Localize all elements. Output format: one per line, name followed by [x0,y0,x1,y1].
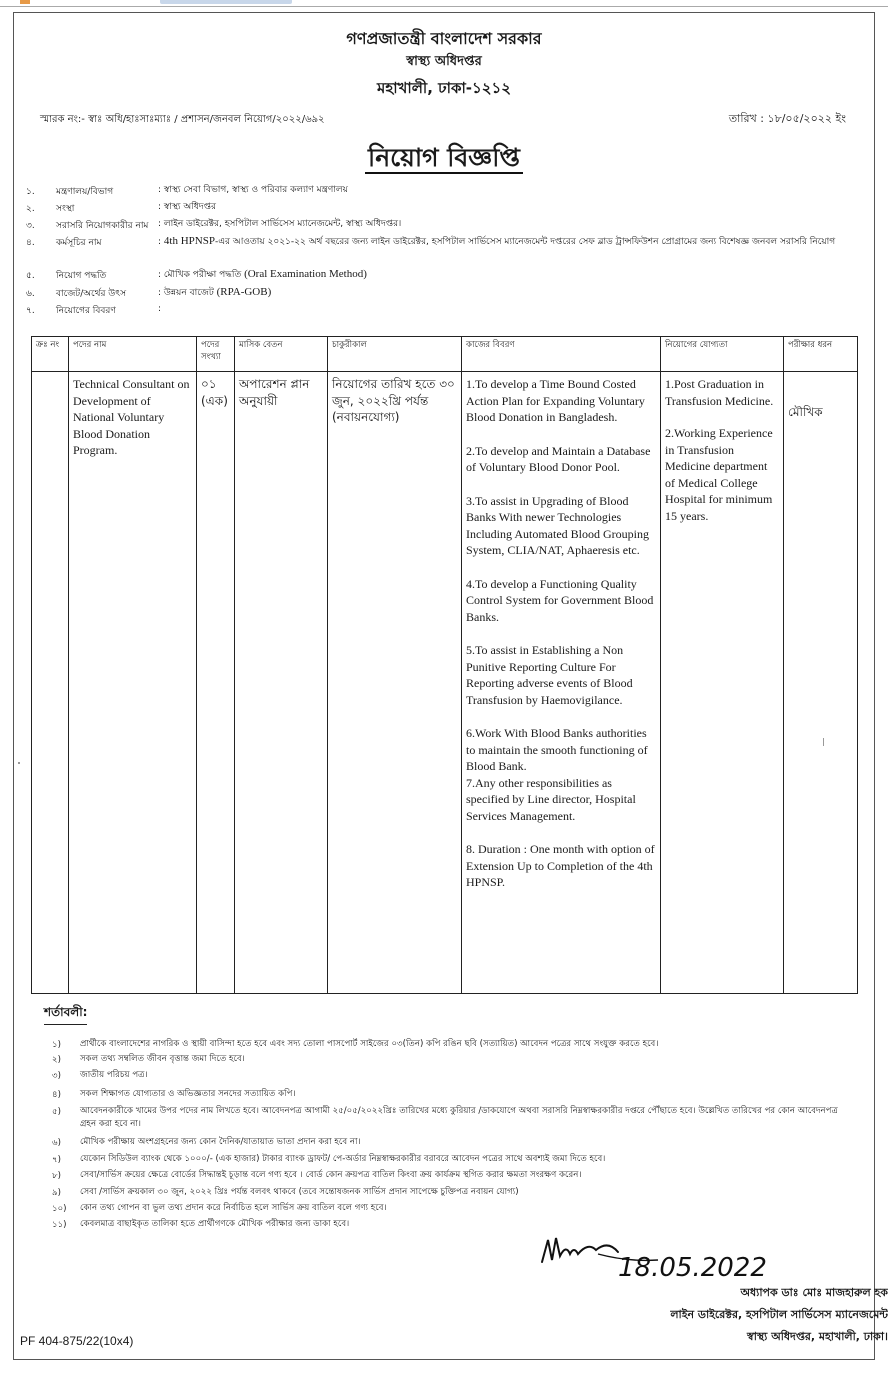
duty-item: 8. Duration : One month with option of Extension Up to Completion of the 4th HPNSP. [466,842,655,889]
cell-exam: মৌখিক [784,372,858,994]
cell-duties [462,372,661,994]
duty-item: 2.To develop and Maintain a Database of Voluntary Blood Donor Pool. [466,443,651,474]
office-address: মহাখালী, ঢাকা-১২১২ [376,79,512,97]
cell-serial [32,372,69,994]
signatory-name: অধ্যাপক ডাঃ মোঃ মাজহারুল হক [740,1286,888,1299]
col-count: পদের সংখ্যা [197,337,235,372]
duty-item: 6.Work With Blood Banks authorities to maintain the smooth functioning of Blood Bank. [466,726,648,773]
col-salary: মাসিক বেতন [235,337,328,372]
cell-count: ০১ (এক) [197,372,235,994]
svg-text:18.05.2022: 18.05.2022 [618,1253,767,1283]
col-exam: পরীক্ষার ধরন [784,337,858,372]
top-strip [0,0,888,10]
department-name: স্বাস্থ্য অধিদপ্তর [406,54,482,69]
memo-number: স্মারক নং:- স্বাঃ অধি/হাঃসাঃম্যাঃ / প্রশাসন/জনবল নিয়োগ/২০২২/৬৯২ [40,114,325,125]
signatory-designation: লাইন ডাইরেক্টর, হসপিটাল সার্ভিসেস ম্যানেজমেন্ট [670,1308,888,1321]
duty-item: 1.To develop a Time Bound Costed Action Plan for Expanding Voluntary Blood Donation in Bangladesh. [466,377,645,424]
scan-mark [823,738,824,746]
table-header-row [32,337,858,372]
cell-post: Technical Consultant on Development of National Voluntary Blood Donation Program. [69,372,197,994]
govt-title: গণপ্রজাতন্ত্রী বাংলাদেশ সরকার [346,29,542,48]
duty-item: 5.To assist in Establishing a Non Punitive Reporting Culture For Reporting adverse events of Blood Transfusion by Haemovigilance. [466,643,633,707]
qualification-item: 1.Post Graduation in Transfusion Medicine. [665,377,774,408]
scan-dot [18,762,20,764]
col-serial: ক্রঃ নং [32,337,69,372]
col-duties: কাজের বিবরণ [462,337,661,372]
duty-item: 4.To develop a Functioning Quality Control System for Government Blood Banks. [466,576,654,624]
cell-tenure: নিয়োগের তারিখ হতে ৩০ জুন, ২০২২খ্রি পর্যন্ত (নবায়নযোগ্য) [328,372,462,994]
cell-salary: অপারেশন প্লান অনুযায়ী [235,372,328,994]
cell-qualification [661,372,784,994]
footer-code: PF 404-875/22(10x4) [20,1334,134,1348]
qualification-item: 2.Working Experience in Transfusion Medicine department of Medical College Hospital for minimum 15 years. [665,426,773,523]
notice-title: নিয়োগ বিজ্ঞপ্তি [0,138,888,181]
recruitment-table [31,336,858,994]
issue-date: তারিখ : ১৮/০৫/২০২২ ইং [728,112,846,125]
conditions-title: শর্তাবলী: [44,1004,87,1025]
handwritten-signature [538,1232,838,1288]
signatory-office: স্বাস্থ্য অধিদপ্তর, মহাখালী, ঢাকা। [747,1330,888,1343]
col-tenure: চাকুরীকাল [328,337,462,372]
col-qualification: নিয়োগের যোগ্যতা [661,337,784,372]
duty-item: 3.To assist in Upgrading of Blood Banks With newer Technologies Including Automated Blood Grouping System, CLIA/NAT, Aphaeresis etc. [466,493,649,557]
duty-item: 7.Any other responsibilities as specified by Line director, Hospital Services Management. [466,775,636,823]
table-row [32,372,858,994]
col-post: পদের নাম [69,337,197,372]
